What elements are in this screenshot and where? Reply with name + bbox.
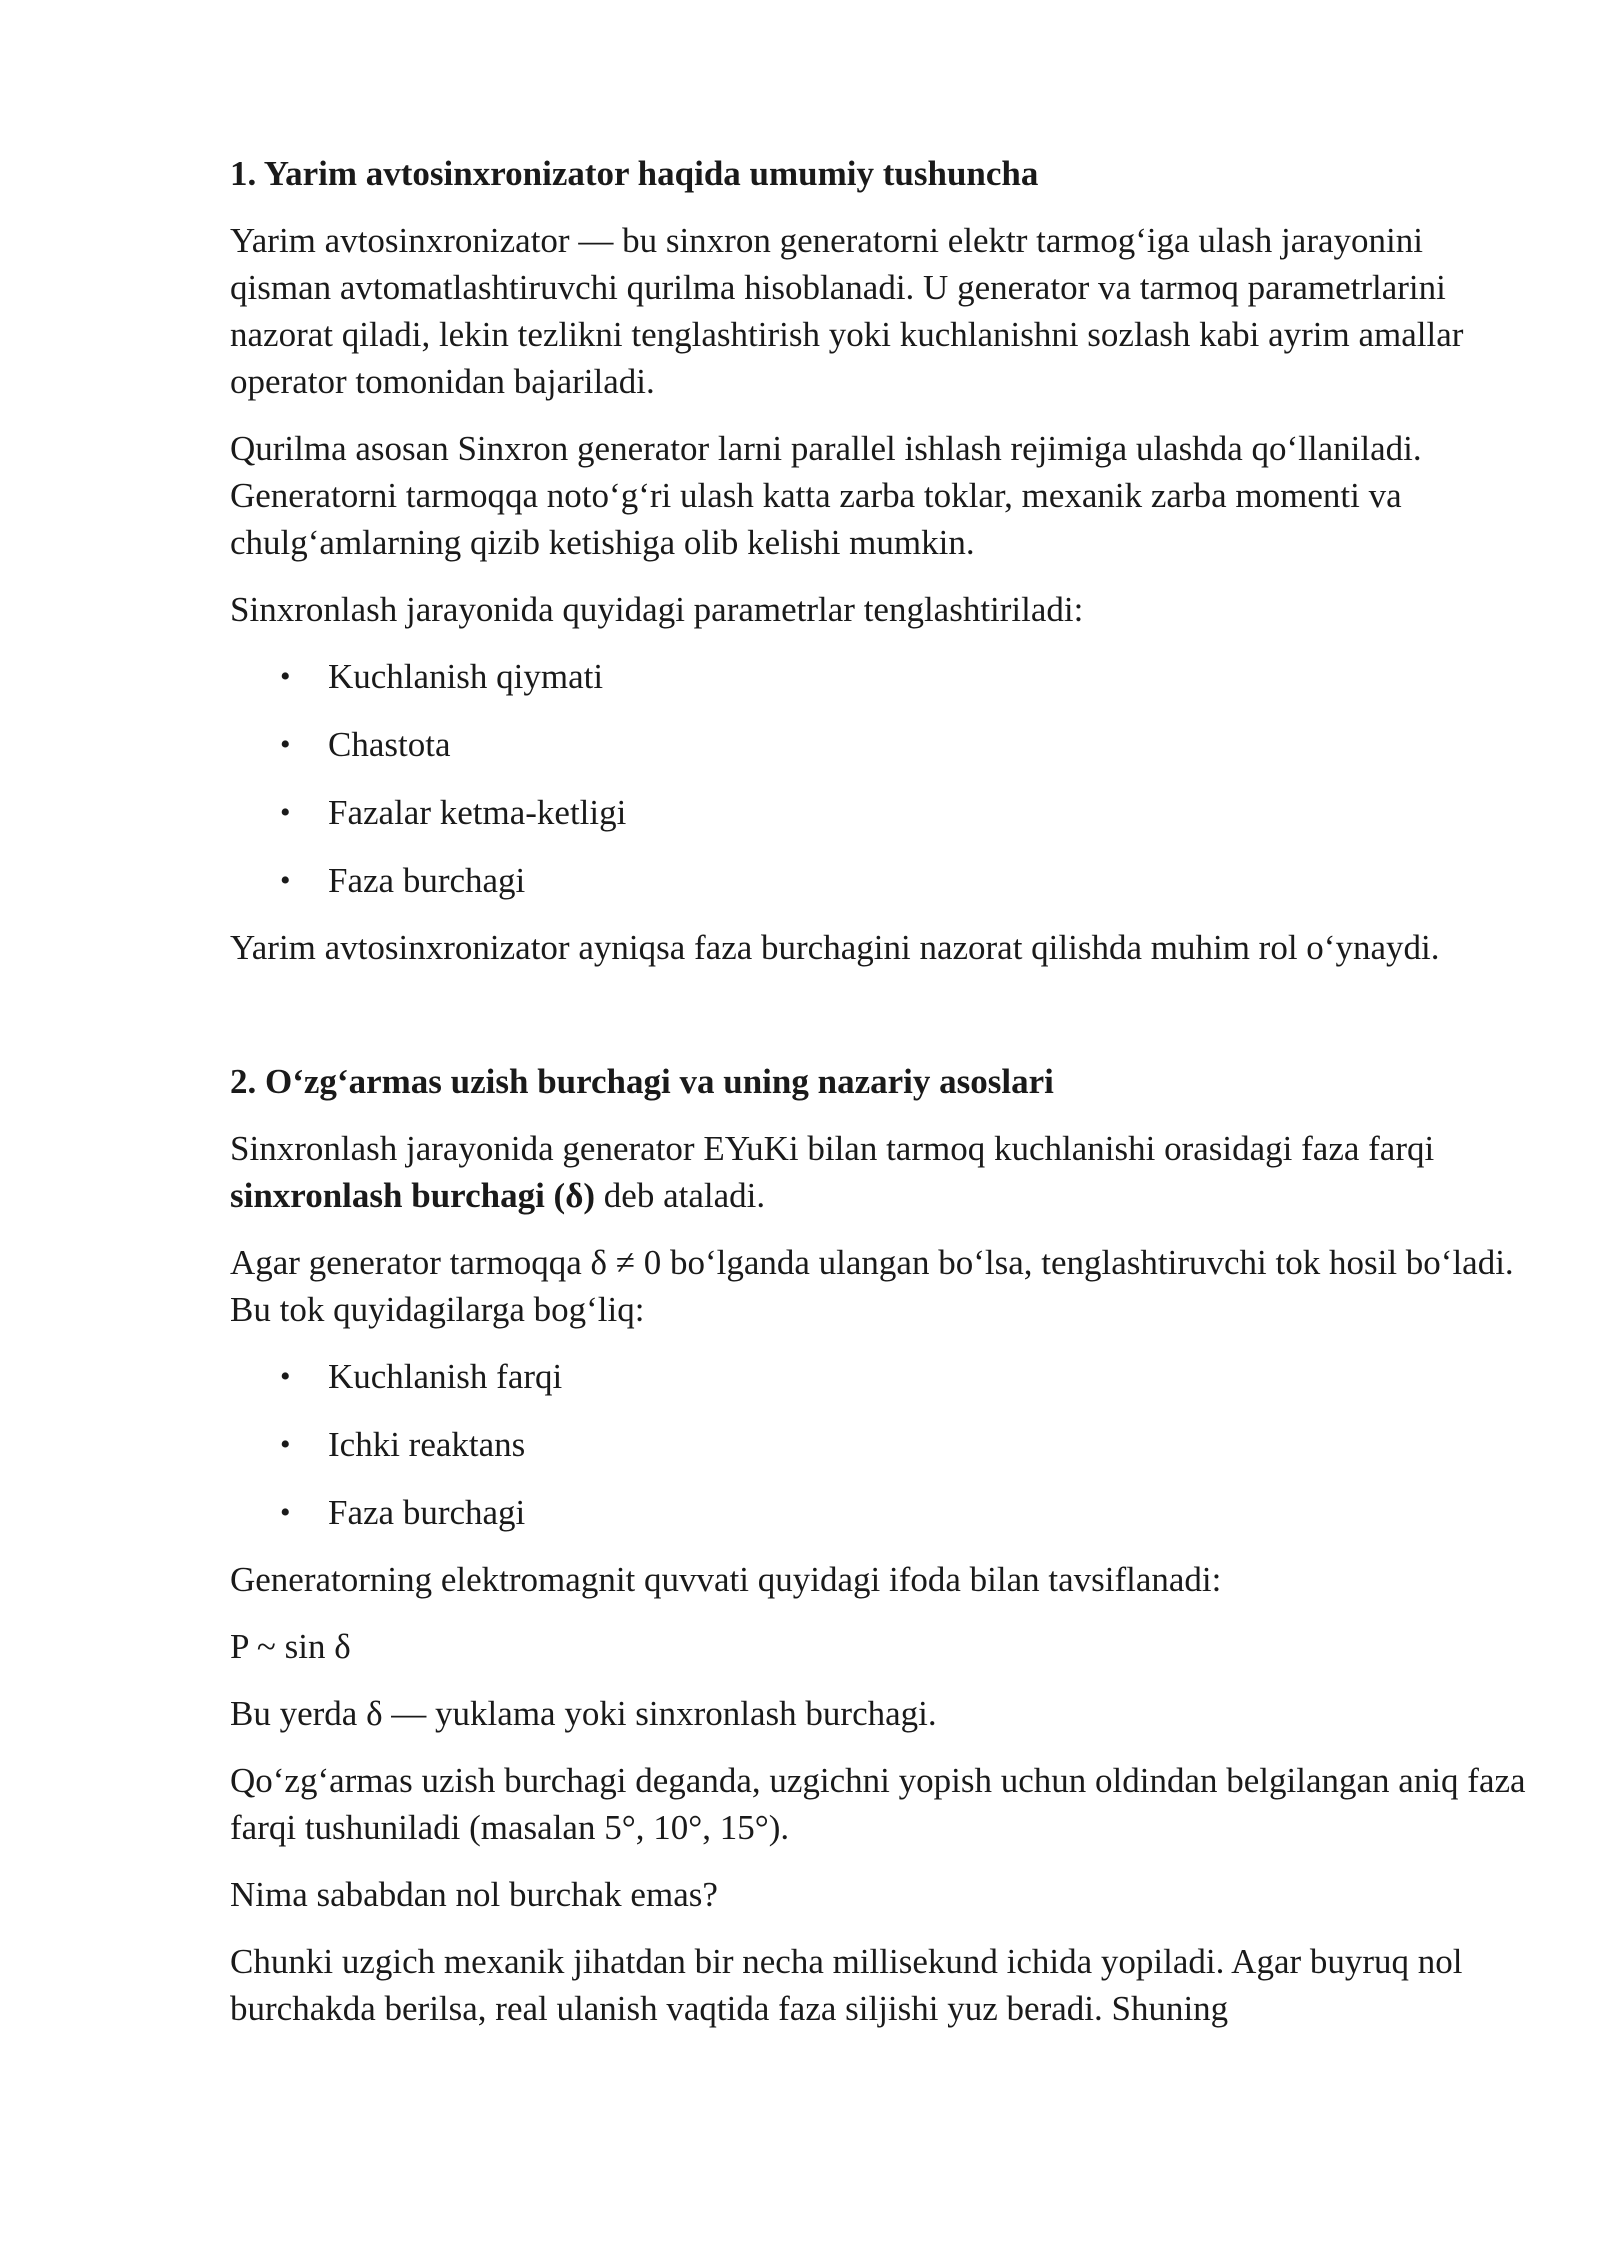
list-item [230,653,1530,700]
list-item-text: Chastota [328,725,451,764]
list-item [230,721,1530,768]
bullet-icon: • [280,660,291,693]
section-2-title: 2. O‘zg‘armas uzish burchagi va uning nazariy asoslari [230,1062,1054,1101]
section-2-paragraph-6: Nima sababdan nol burchak emas? [230,1875,718,1914]
formula: P ~ sin δ [230,1627,351,1666]
list-item [230,789,1530,836]
list-item-text: Faza burchagi [328,1493,526,1532]
list-item [230,1353,1530,1400]
list-item-text: Kuchlanish qiymati [328,657,604,696]
section-1-paragraph-2: Qurilma asosan Sinxron generator larni parallel ishlash rejimiga ulashda qo‘llaniladi. Generatorni tarmoqqa noto‘g‘ri ulash katta zarba toklar, mexanik zarba momenti va chulg‘amlarning qizib ketishiga olib kelishi mumkin. [230,429,1422,562]
paragraph-text: Sinxronlash jarayonida generator EYuKi bilan tarmoq kuchlanishi orasidagi faza farqi [230,1129,1435,1168]
bullet-icon: • [280,1496,291,1529]
section-2-bullet-list [230,1353,1530,1536]
section-1-paragraph-4: Yarim avtosinxronizator ayniqsa faza burchagini nazorat qilishda muhim rol o‘ynaydi. [230,928,1440,967]
document-page [230,150,1530,2052]
section-spacer [230,991,1530,1058]
section-1-title: 1. Yarim avtosinxronizator haqida umumiy tushuncha [230,154,1039,193]
section-2-paragraph-2: Agar generator tarmoqqa δ ≠ 0 bo‘lganda ulangan bo‘lsa, tenglashtiruvchi tok hosil bo‘ladi. Bu tok quyidagilarga bog‘liq: [230,1243,1514,1329]
bullet-icon: • [280,1360,291,1393]
list-item [230,1489,1530,1536]
list-item-text: Fazalar ketma-ketligi [328,793,627,832]
section-2-paragraph-7: Chunki uzgich mexanik jihatdan bir necha millisekund ichida yopiladi. Agar buyruq nol burchakda berilsa, real ulanish vaqtida faza siljishi yuz beradi. Shuning [230,1942,1463,2028]
section-1-paragraph-3: Sinxronlash jarayonida quyidagi parametrlar tenglashtiriladi: [230,590,1084,629]
list-item-text: Faza burchagi [328,861,526,900]
section-1-bullet-list [230,653,1530,904]
list-item [230,1421,1530,1468]
section-2-paragraph-5: Qo‘zg‘armas uzish burchagi deganda, uzgichni yopish uchun oldindan belgilangan aniq faza farqi tushuniladi (masalan 5°, 10°, 15°). [230,1761,1526,1847]
bullet-icon: • [280,864,291,897]
list-item-text: Kuchlanish farqi [328,1357,563,1396]
bullet-icon: • [280,1428,291,1461]
bold-term: sinxronlash burchagi (δ) [230,1176,596,1215]
section-2-paragraph-4: Bu yerda δ — yuklama yoki sinxronlash burchagi. [230,1694,937,1733]
list-item [230,857,1530,904]
bullet-icon: • [280,728,291,761]
paragraph-text: deb ataladi. [595,1176,766,1215]
bullet-icon: • [280,796,291,829]
list-item-text: Ichki reaktans [328,1425,526,1464]
section-2-paragraph-3: Generatorning elektromagnit quvvati quyidagi ifoda bilan tavsiflanadi: [230,1560,1222,1599]
section-2-paragraph-1 [230,1125,1530,1219]
section-1-paragraph-1: Yarim avtosinxronizator — bu sinxron generatorni elektr tarmog‘iga ulash jarayonini qisman avtomatlashtiruvchi qurilma hisoblanadi. U generator va tarmoq parametrlarini nazorat qiladi, lekin tezlikni tenglashtirish yoki kuchlanishni sozlash kabi ayrim amallar operator tomonidan bajariladi. [230,221,1464,401]
